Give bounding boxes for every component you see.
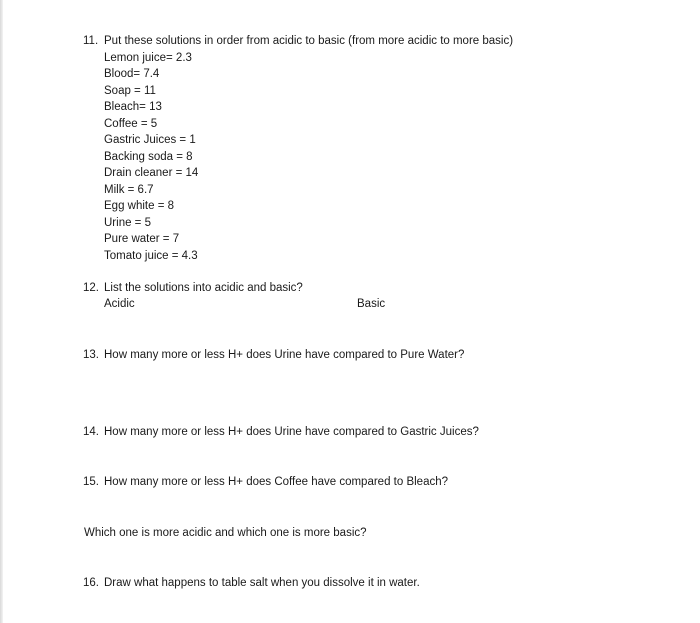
basic-column-heading: Basic	[357, 298, 386, 310]
solution-item: Milk = 6.7	[104, 184, 154, 196]
question-14-number: 14.	[83, 426, 99, 438]
solution-item: Gastric Juices = 1	[104, 134, 196, 146]
question-16-text: Draw what happens to table salt when you dissolve it in water.	[104, 577, 420, 589]
solution-item: Lemon juice= 2.3	[104, 52, 192, 64]
solution-item: Tomato juice = 4.3	[104, 250, 198, 262]
question-12-text: List the solutions into acidic and basic?	[104, 282, 303, 294]
solution-item: Egg white = 8	[104, 200, 175, 212]
question-13	[83, 348, 464, 362]
question-15	[83, 475, 448, 489]
question-15-number: 15.	[83, 476, 99, 488]
page-edge	[0, 0, 3, 623]
question-14	[83, 425, 479, 439]
question-11	[83, 34, 513, 48]
question-13-number: 13.	[83, 349, 99, 361]
question-12	[83, 281, 303, 295]
solution-item: Coffee = 5	[104, 118, 158, 130]
solution-item: Bleach= 13	[104, 101, 162, 113]
acidic-column-heading: Acidic	[104, 298, 135, 310]
solution-item: Pure water = 7	[104, 233, 180, 245]
question-12-number: 12.	[83, 282, 99, 294]
question-16-number: 16.	[83, 577, 99, 589]
solution-item: Urine = 5	[104, 217, 151, 229]
question-16	[83, 576, 420, 590]
question-11-number: 11.	[83, 35, 99, 47]
solution-item: Drain cleaner = 14	[104, 167, 199, 179]
question-13-text: How many more or less H+ does Urine have compared to Pure Water?	[104, 349, 465, 361]
question-14-text: How many more or less H+ does Urine have compared to Gastric Juices?	[104, 426, 479, 438]
solution-item: Backing soda = 8	[104, 151, 193, 163]
question-15-followup: Which one is more acidic and which one is more basic?	[84, 527, 367, 539]
solution-item: Blood= 7.4	[104, 68, 160, 80]
solution-item: Soap = 11	[104, 85, 156, 97]
question-11-text: Put these solutions in order from acidic to basic (from more acidic to more basic)	[104, 35, 514, 47]
question-15-text: How many more or less H+ does Coffee have compared to Bleach?	[104, 476, 449, 488]
